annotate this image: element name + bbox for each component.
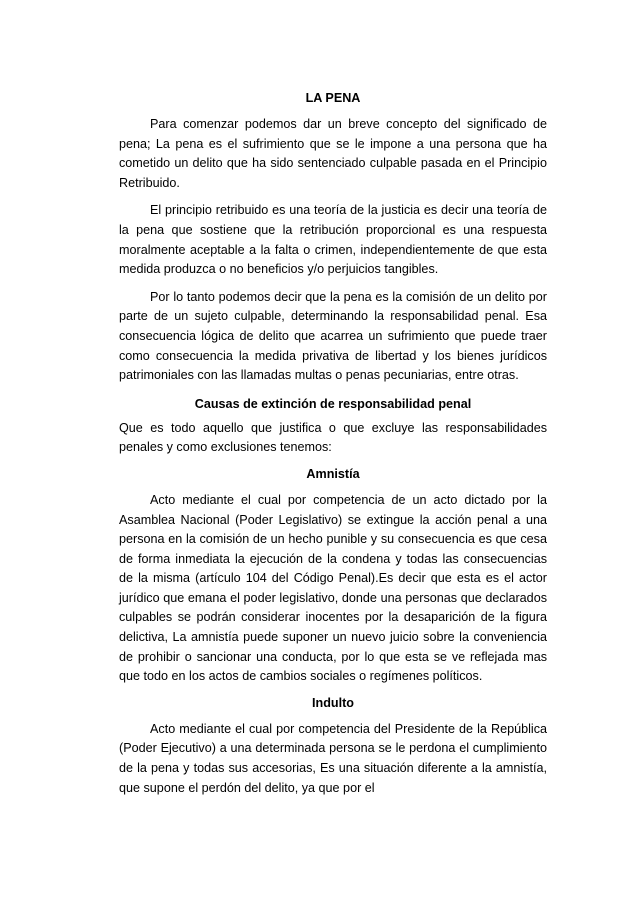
intro-paragraph-1: Para comenzar podemos dar un breve concepto del significado de pena; La pena es el sufrimiento que se le impone a una persona que ha cometido un delito que ha sido sentenciado culpable pasada en el Principio Retribuido. [119, 117, 547, 190]
document-title: LA PENA [305, 91, 361, 105]
indulto-paragraph: Acto mediante el cual por competencia del Presidente de la República (Poder Ejecutivo) a una determinada persona se le perdona el cumplimiento de la pena y todas sus accesorias, Es una situación diferente a la amnistía, que supone el perdón del delito, ya que por el [119, 721, 547, 795]
document-page [119, 88, 547, 798]
section-heading-causas: Causas de extinción de responsabilidad penal [194, 396, 472, 411]
amnistia-paragraph: Acto mediante el cual por competencia de un acto dictado por la Asamblea Nacional (Poder Legislativo) se extingue la acción penal a una persona en la comisión de un hecho punible y su consecuencia es que cesa de forma inmediata la ejecución de la condena y todas las consecuencias de la misma (artículo 104 del Código Penal).Es decir que esta es el actor jurídico que emana el poder legislativo, donde una personas que declarados culpables se podrán considerar inocentes por la desaparición de la figura delictiva, La amnistía puede suponer un nuevo juicio sobre la conveniencia de prohibir o sancionar una conducta, por lo que esta se ve reflejada mas que todo en los actos de cambios sociales o regímenes políticos. [119, 492, 547, 684]
section-heading-amnistia: Amnistía [306, 466, 360, 481]
section-heading-indulto: Indulto [312, 695, 354, 710]
causas-intro-paragraph: Que es todo aquello que justifica o que excluye las responsabilidades penales y como exclusiones tenemos: [119, 420, 547, 455]
intro-paragraph-3: Por lo tanto podemos decir que la pena es la comisión de un delito por parte de un sujeto culpable, determinando la responsabilidad penal. Esa consecuencia lógica de delito que acarrea un sufrimiento que puede traer como consecuencia la medida privativa de libertad y los bienes jurídicos patrimoniales con las llamadas multas o penas pecuniarias, entre otras. [119, 289, 547, 383]
intro-paragraph-2: El principio retribuido es una teoría de la justicia es decir una teoría de la pena que sostiene que la retribución proporcional es una respuesta moralmente aceptable a la falta o crimen, independientemente de que esta medida produzca o no beneficios y/o perjuicios tangibles. [119, 203, 547, 277]
